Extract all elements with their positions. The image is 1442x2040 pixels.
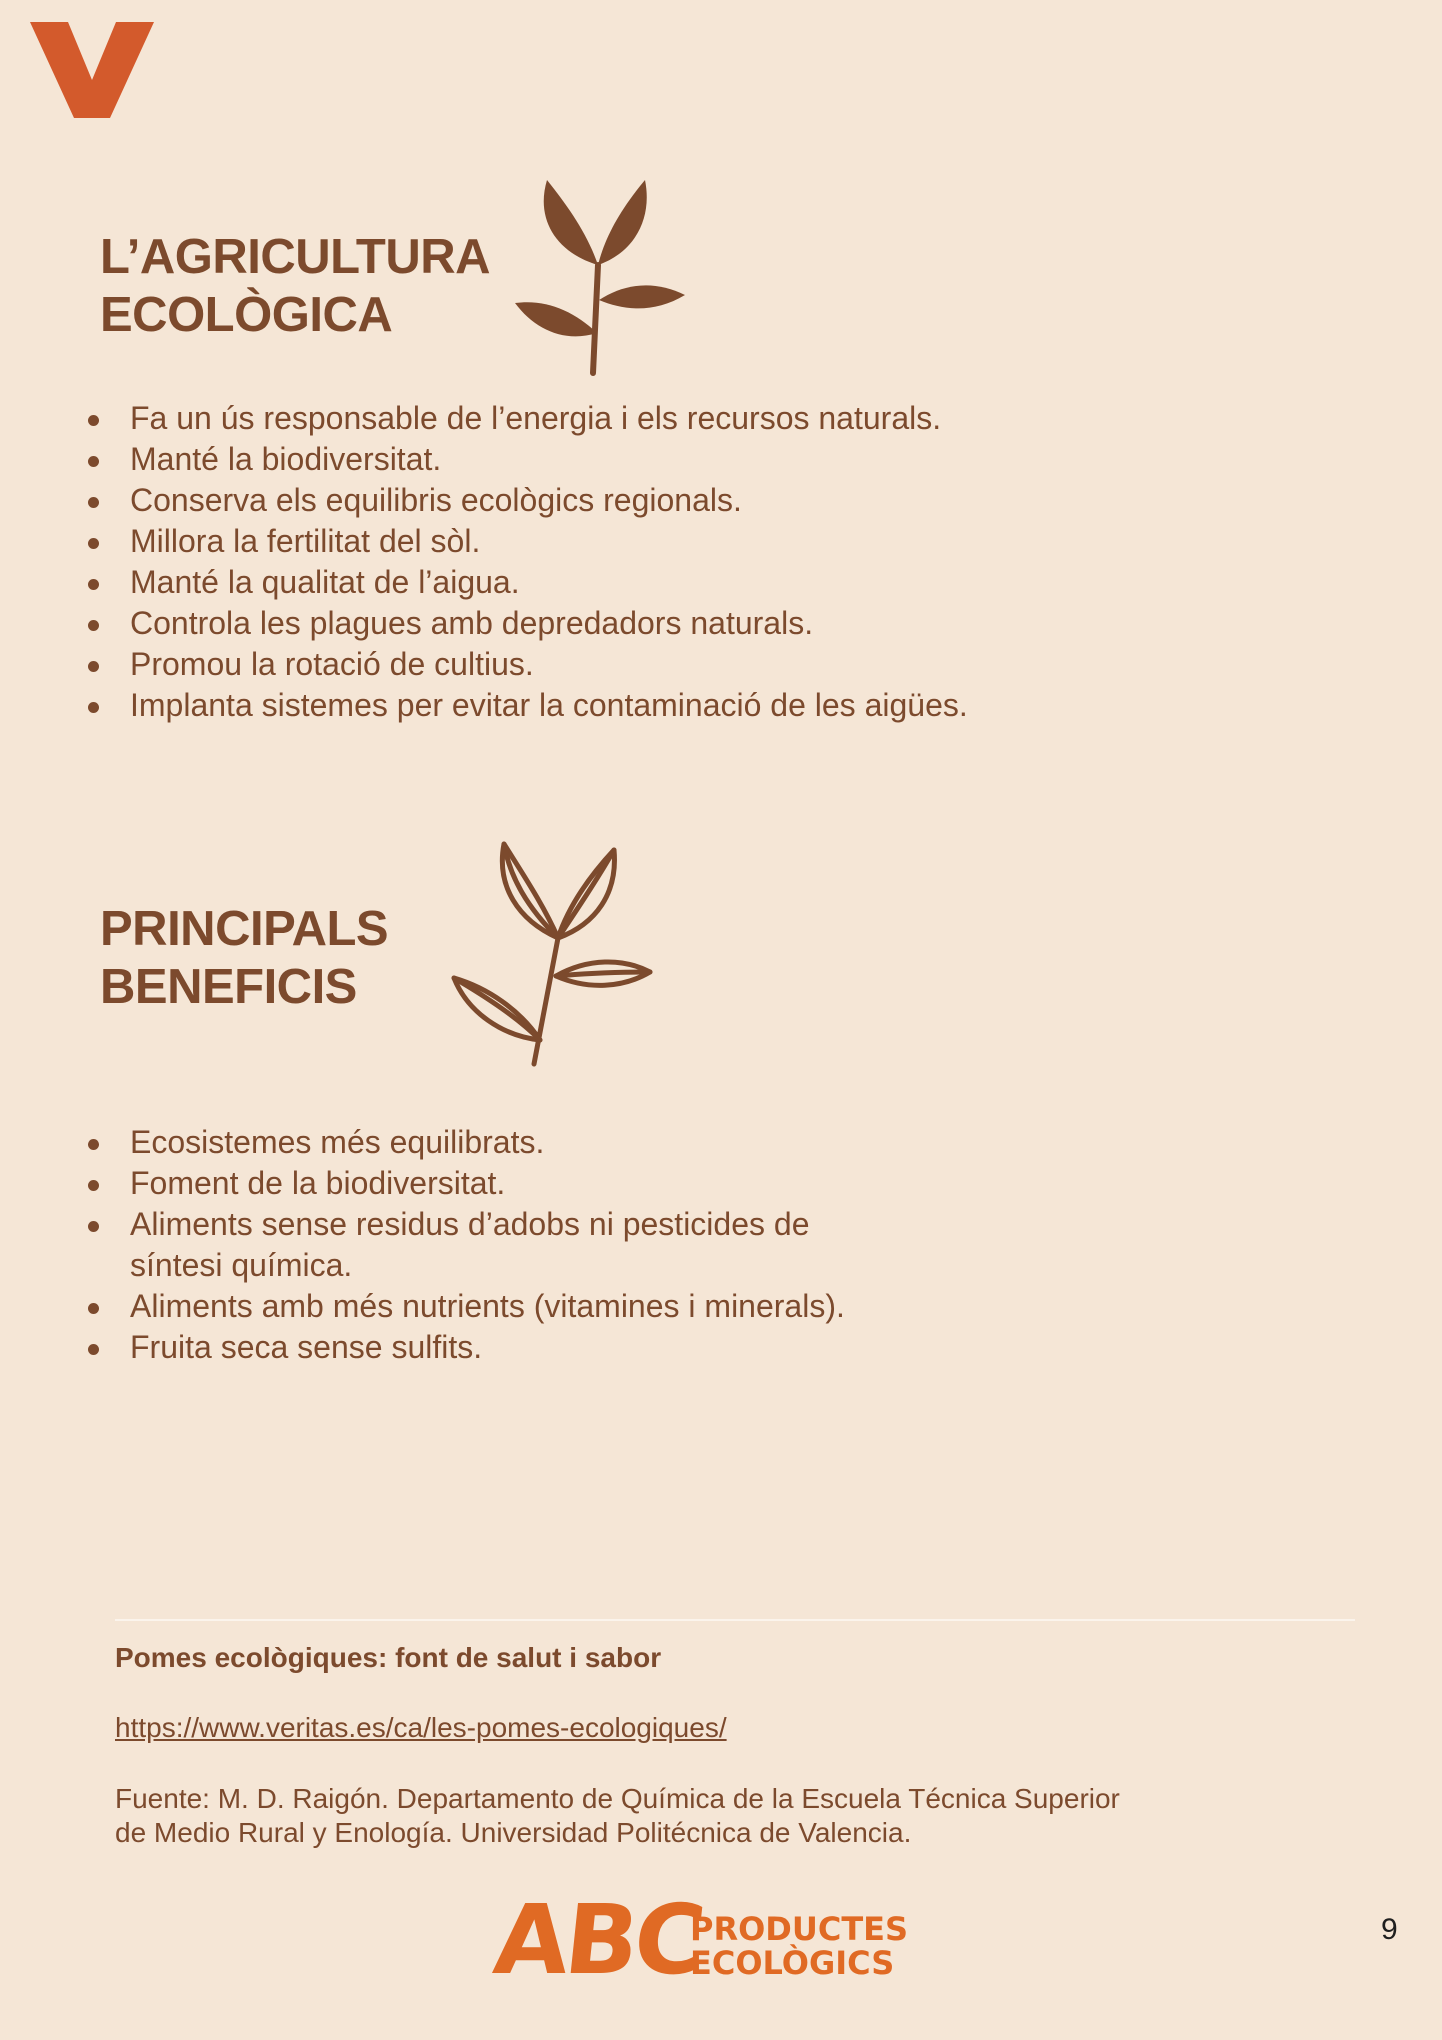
title-line: ECOLÒGICA — [100, 288, 393, 342]
list-item: Conserva els equilibris ecològics regionals. — [82, 480, 1110, 521]
page-number: 9 — [1381, 1913, 1398, 1946]
agricultura-bullet-list — [82, 398, 1110, 726]
title-line: PRINCIPALS — [100, 902, 389, 956]
list-item: Manté la biodiversitat. — [82, 439, 1110, 480]
beneficis-bullet-list — [82, 1122, 1110, 1368]
list-item: Fruita seca sense sulfits. — [82, 1327, 1110, 1368]
title-line: L’AGRICULTURA — [100, 230, 490, 284]
section-title-agricultura — [100, 228, 490, 344]
source-line: Fuente: M. D. Raigón. Departamento de Química de la Escuela Técnica Superior — [115, 1783, 1120, 1814]
veritas-v-logo — [30, 22, 154, 118]
abc-logo-line: PRODUCTES — [690, 1910, 909, 1948]
list-item: Controla les plagues amb depredadors naturals. — [82, 603, 1110, 644]
list-item: Foment de la biodiversitat. — [82, 1163, 1110, 1204]
list-item: Fa un ús responsable de l’energia i els recursos naturals. — [82, 398, 1110, 439]
list-item: Ecosistemes més equilibrats. — [82, 1122, 1110, 1163]
abc-logo-letters: ABC — [489, 1884, 707, 1996]
title-line: BENEFICIS — [100, 960, 357, 1014]
list-item: Promou la rotació de cultius. — [82, 644, 1110, 685]
list-item: Aliments sense residus d’adobs ni pesticides de síntesi química. — [82, 1204, 810, 1286]
outline-plant-icon — [448, 838, 658, 1070]
abc-productes-ecologics-logo — [489, 1884, 915, 1996]
reference-link[interactable]: https://www.veritas.es/ca/les-pomes-ecologiques/ — [115, 1712, 727, 1743]
list-item: Implanta sistemes per evitar la contaminació de les aigües. — [82, 685, 1110, 726]
abc-logo-line: ECOLÒGICS — [690, 1944, 895, 1982]
solid-plant-icon — [505, 175, 695, 380]
reference-source — [115, 1782, 1265, 1850]
abc-logo-text — [690, 1912, 908, 1980]
list-item: Manté la qualitat de l’aigua. — [82, 562, 1110, 603]
section-title-beneficis — [100, 900, 388, 1016]
source-line: de Medio Rural y Enología. Universidad Politécnica de Valencia. — [115, 1817, 912, 1848]
list-item: Millora la fertilitat del sòl. — [82, 521, 1110, 562]
list-item: Aliments amb més nutrients (vitamines i minerals). — [82, 1286, 1110, 1327]
divider — [115, 1619, 1355, 1621]
reference-title: Pomes ecològiques: font de salut i sabor — [115, 1642, 662, 1673]
